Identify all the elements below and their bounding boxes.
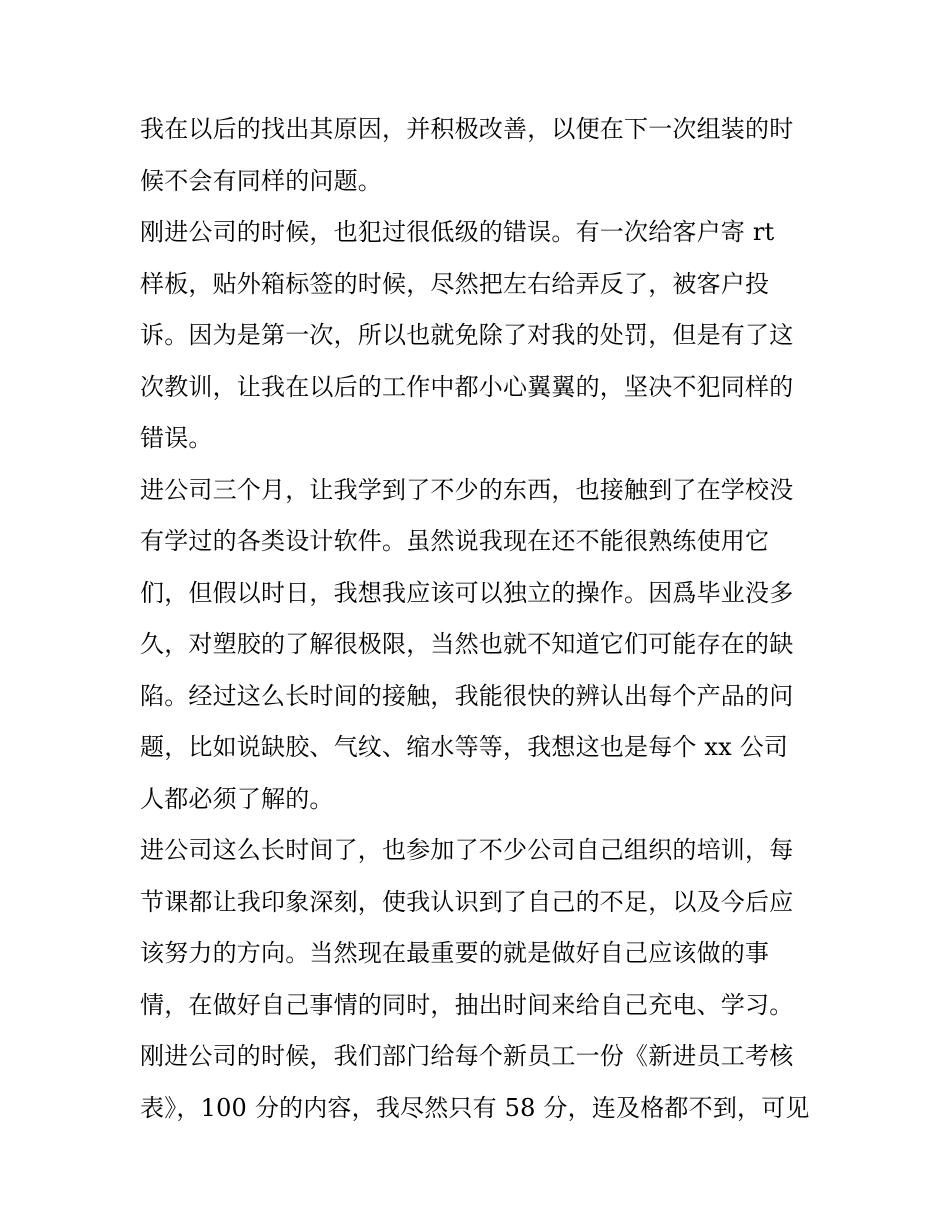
text-line: 该努力的方向。当然现在最重要的就是做好自己应该做的事 <box>140 939 770 967</box>
document-body <box>140 104 820 1134</box>
text-line: 有学过的各类设计软件。虽然说我现在还不能很熟练使用它 <box>140 527 770 555</box>
text-line: 我在以后的找出其原因，并积极改善，以便在下一次组装的时 <box>140 115 794 143</box>
text-line: 进公司三个月，让我学到了不少的东西，也接触到了在学校没 <box>140 475 794 504</box>
text-line: 情，在做好自己事情的同时，抽出时间来给自己充电、学习。 <box>140 990 794 1019</box>
text-line: 诉。因为是第一次，所以也就免除了对我的处罚，但是有了这 <box>140 321 794 349</box>
text-line: 题，比如说缺胶、气纹、缩水等等，我想这也是每个 xx 公司 <box>140 733 789 761</box>
text-line: 人都必须了解的。 <box>140 784 334 813</box>
text-line: 久，对塑胶的了解很极限，当然也就不知道它们可能存在的缺 <box>140 630 794 658</box>
text-line: 错误。 <box>140 424 213 452</box>
text-line: 表》，100 分的内容，我尽然只有 58 分，连及格都不到，可见 <box>140 1093 810 1122</box>
text-line: 进公司这么长时间了，也参加了不少公司自己组织的培训，每 <box>140 836 794 864</box>
text-line: 们，但假以时日，我想我应该可以独立的操作。因爲毕业没多 <box>140 578 794 607</box>
text-line: 次教训，让我在以后的工作中都小心翼翼的，坚决不犯同样的 <box>140 372 794 401</box>
text-line: 陷。经过这么长时间的接触，我能很快的辨认出每个产品的问 <box>140 681 794 710</box>
text-line: 刚进公司的时候，我们部门给每个新员工一份《新进员工考核 <box>140 1042 794 1070</box>
text-line: 样板，贴外箱标签的时候，尽然把左右给弄反了，被客户投 <box>140 269 770 298</box>
text-line: 刚进公司的时候，也犯过很低级的错误。有一次给客户寄 rt <box>140 218 775 246</box>
text-line: 节课都让我印象深刻，使我认识到了自己的不足，以及今后应 <box>140 887 794 916</box>
text-line: 候不会有同样的问题。 <box>140 166 382 195</box>
